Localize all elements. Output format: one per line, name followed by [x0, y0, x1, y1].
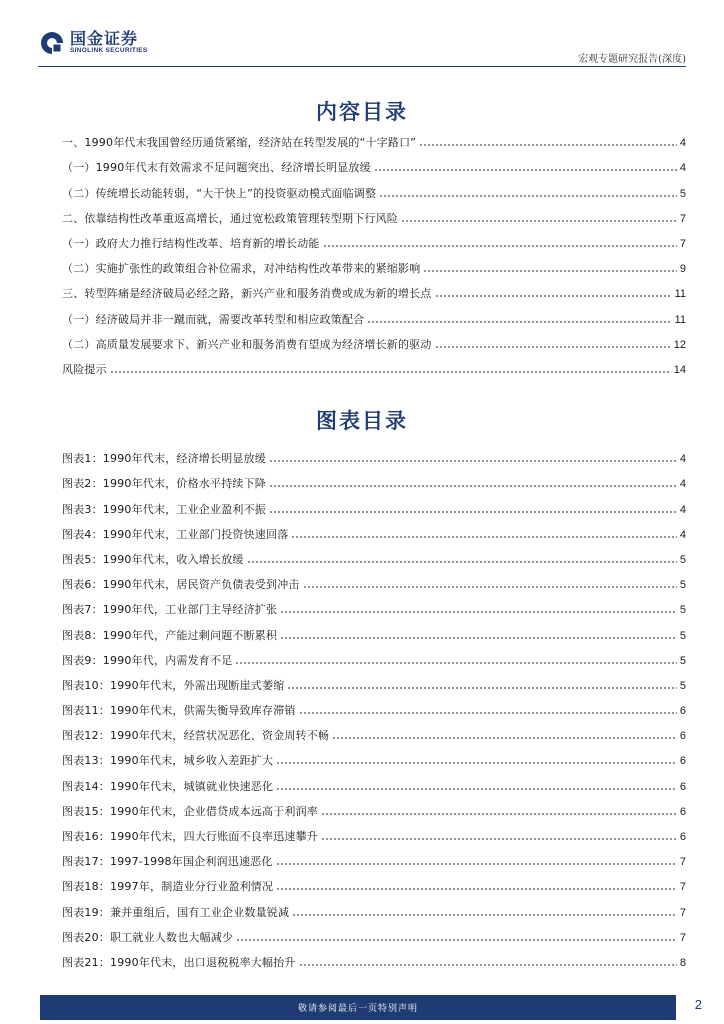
dot-leader	[287, 686, 676, 690]
toc-entry-page: 4	[679, 137, 686, 150]
toc-entry-title: 图表7：1990年代，工业部门主导经济扩张	[62, 603, 278, 617]
dot-leader	[269, 484, 677, 488]
toc-entry[interactable]	[62, 542, 686, 567]
toc-entry-title: 图表20：职工就业人数也大幅减少	[62, 930, 234, 944]
toc-entry[interactable]	[62, 517, 686, 542]
toc-entry-title: 一、1990年代末我国曾经历通货紧缩，经济站在转型发展的“十字路口”	[62, 136, 417, 150]
toc-entry[interactable]	[62, 894, 686, 919]
toc-entry-page: 5	[679, 579, 686, 592]
toc-entry-page: 4	[679, 528, 686, 541]
company-logo	[40, 30, 148, 55]
toc-entry-page: 7	[679, 212, 686, 225]
toc-entry-title: 图表15：1990年代末，企业借贷成本远高于利润率	[62, 804, 318, 818]
toc-entry[interactable]	[62, 567, 686, 592]
charts-title: 图表目录	[316, 409, 408, 433]
toc-entry-title: 三、转型阵痛是经济破局必经之路，新兴产业和服务消费或成为新的增长点	[62, 287, 432, 301]
dot-leader	[423, 269, 676, 273]
toc-entry[interactable]	[62, 491, 686, 516]
toc-entry-title: 图表9：1990年代，内需发育不足	[62, 653, 233, 667]
dot-leader	[299, 963, 677, 967]
dot-leader	[235, 661, 676, 665]
toc-entry-page: 12	[673, 338, 686, 351]
toc-entry-page: 4	[679, 453, 686, 466]
toc-entry-title: （一）经济破局并非一蹴而就，需要改革转型和相应政策配合	[62, 312, 365, 326]
logo-english-name: SINOLINK SECURITIES	[70, 47, 148, 54]
toc-entry-title: （一）1990年代末有效需求不足问题突出、经济增长明显放缓	[62, 161, 371, 175]
toc-entry-title: 图表16：1990年代末，四大行账面不良率迅速攀升	[62, 830, 318, 843]
dot-leader	[367, 320, 671, 324]
dot-leader	[269, 459, 677, 463]
toc-entry-page: 4	[679, 162, 686, 175]
dot-leader	[299, 711, 677, 715]
page-number: 2	[694, 997, 702, 1012]
header-divider	[38, 66, 686, 67]
toc-entry-title: 图表5：1990年代末，收入增长放缓	[62, 552, 244, 566]
toc-entry-title: （二）高质量发展要求下、新兴产业和服务消费有望成为经济增长新的驱动	[62, 337, 432, 351]
toc-entry-page: 11	[674, 313, 686, 326]
toc-entry[interactable]	[62, 693, 686, 718]
dot-leader	[269, 510, 677, 514]
toc-entry-page: 7	[679, 906, 686, 919]
dot-leader	[291, 535, 676, 539]
dot-leader	[276, 761, 677, 765]
dot-leader	[419, 143, 677, 147]
toc-entry-page: 5	[679, 187, 686, 200]
toc-entry-title: 图表13：1990年代末，城乡收入差距扩大	[62, 754, 274, 768]
toc-entry-page: 14	[673, 363, 686, 376]
toc-entry-title: 图表19：兼并重组后，国有工业企业数量锐减	[62, 905, 290, 919]
toc-entry-title: 图表1：1990年代末，经济增长明显放缓	[62, 452, 266, 466]
toc-entry-page: 6	[679, 805, 686, 818]
dot-leader	[236, 938, 677, 942]
dot-leader	[276, 887, 677, 891]
page-header	[0, 0, 724, 70]
toc-entry[interactable]	[62, 869, 686, 894]
toc-entry[interactable]	[62, 125, 686, 150]
toc-entry-page: 6	[679, 831, 686, 843]
toc-entry-title: （一）政府大力推行结构性改革、培育新的增长动能	[62, 236, 320, 250]
toc-entry[interactable]	[62, 276, 686, 301]
toc-entry-page: 4	[679, 503, 686, 516]
toc-entry-page: 5	[679, 604, 686, 617]
toc-entry[interactable]	[62, 150, 686, 175]
charts-list	[62, 441, 686, 970]
toc-entry-page: 5	[679, 679, 686, 692]
toc-entry-title: 图表12：1990年代末，经营状况恶化、资金周转不畅	[62, 729, 330, 743]
toc-entry[interactable]	[62, 201, 686, 226]
dot-leader	[401, 219, 677, 223]
toc-entry-page: 11	[674, 288, 686, 301]
dot-leader	[280, 610, 677, 614]
dot-leader	[303, 585, 677, 589]
toc-entry[interactable]	[62, 920, 686, 945]
toc-entry[interactable]	[62, 226, 686, 251]
toc-entry-title: 图表14：1990年代末，城镇就业快速恶化	[62, 779, 274, 793]
toc-entry-page: 7	[679, 931, 686, 944]
toc-entry[interactable]	[62, 441, 686, 466]
dot-leader	[110, 370, 671, 374]
toc-entry[interactable]	[62, 466, 686, 491]
toc-entry-title: （二）实施扩张性的政策组合补位需求，对冲结构性改革带来的紧缩影响	[62, 262, 421, 276]
toc-entry-page: 8	[679, 956, 686, 969]
toc-entry-title: 图表2：1990年代末，价格水平持续下降	[62, 477, 266, 491]
dot-leader	[276, 862, 677, 866]
dot-leader	[280, 636, 677, 640]
toc-entry-page: 6	[679, 755, 686, 768]
contents-list	[62, 125, 686, 377]
toc-entry-title: 风险提示	[62, 362, 107, 376]
toc-entry[interactable]	[62, 643, 686, 668]
dot-leader	[332, 736, 677, 740]
dot-leader	[247, 560, 677, 564]
toc-entry-title: 图表3：1990年代末，工业企业盈利不振	[62, 502, 266, 516]
toc-entry[interactable]	[62, 301, 686, 326]
toc-entry-title: 图表8：1990年代，产能过剩问题不断累积	[62, 628, 278, 642]
toc-entry-title: 图表17：1997-1998年国企利润迅速恶化	[62, 855, 273, 869]
toc-entry-page: 6	[679, 780, 686, 793]
toc-entry-title: （二）传统增长动能转弱，“大干快上”的投资驱动模式面临调整	[62, 186, 377, 200]
dot-leader	[321, 837, 677, 841]
sinolink-logo-icon	[40, 31, 64, 55]
toc-entry[interactable]	[62, 743, 686, 768]
toc-entry[interactable]	[62, 819, 686, 844]
toc-entry[interactable]	[62, 617, 686, 642]
toc-entry-title: 图表4：1990年代末，工业部门投资快速回落	[62, 527, 289, 541]
toc-entry-title: 图表10：1990年代末，外需出现断崖式萎缩	[62, 678, 285, 692]
dot-leader	[374, 168, 677, 172]
toc-entry[interactable]	[62, 251, 686, 276]
toc-entry[interactable]	[62, 352, 686, 377]
toc-entry-page: 7	[679, 856, 686, 869]
toc-entry-page: 6	[679, 730, 686, 743]
toc-entry-page: 4	[679, 478, 686, 491]
toc-entry[interactable]	[62, 592, 686, 617]
toc-entry-title: 图表11：1990年代末，供需失衡导致库存滞销	[62, 704, 296, 718]
contents-title: 内容目录	[316, 100, 408, 124]
toc-entry[interactable]	[62, 844, 686, 869]
dot-leader	[435, 345, 671, 349]
toc-entry-page: 5	[679, 629, 686, 642]
dot-leader	[292, 913, 677, 917]
dot-leader	[435, 294, 672, 298]
toc-entry[interactable]	[62, 768, 686, 793]
toc-entry-page: 7	[679, 881, 686, 894]
logo-chinese-name: 国金证券	[70, 29, 139, 48]
toc-entry-title: 二、依靠结构性改革重返高增长，通过宽松政策管理转型期下行风险	[62, 211, 398, 225]
toc-entry-title: 图表18：1997年，制造业分行业盈利情况	[62, 880, 274, 894]
toc-entry[interactable]	[62, 175, 686, 200]
page-footer	[0, 995, 724, 1024]
dot-leader	[379, 194, 677, 198]
toc-entry-page: 7	[679, 237, 686, 250]
toc-entry[interactable]	[62, 945, 686, 970]
toc-entry-page: 9	[679, 263, 686, 276]
toc-entry[interactable]	[62, 327, 686, 352]
toc-entry-page: 5	[679, 654, 686, 667]
dot-leader	[321, 812, 677, 816]
toc-entry-page: 5	[679, 553, 686, 566]
toc-entry[interactable]	[62, 794, 686, 819]
disclaimer-notice: 敬请参阅最后一页特别声明	[297, 1004, 418, 1014]
toc-entry-title: 图表6：1990年代末，居民资产负债表受到冲击	[62, 578, 300, 592]
report-type-label: 宏观专题研究报告(深度)	[578, 54, 686, 65]
toc-entry[interactable]	[62, 718, 686, 743]
dot-leader	[276, 787, 677, 791]
dot-leader	[323, 244, 677, 248]
toc-entry-page: 6	[679, 705, 686, 718]
toc-entry-title: 图表21：1990年代末，出口退税税率大幅抬升	[62, 955, 296, 969]
toc-entry[interactable]	[62, 668, 686, 693]
